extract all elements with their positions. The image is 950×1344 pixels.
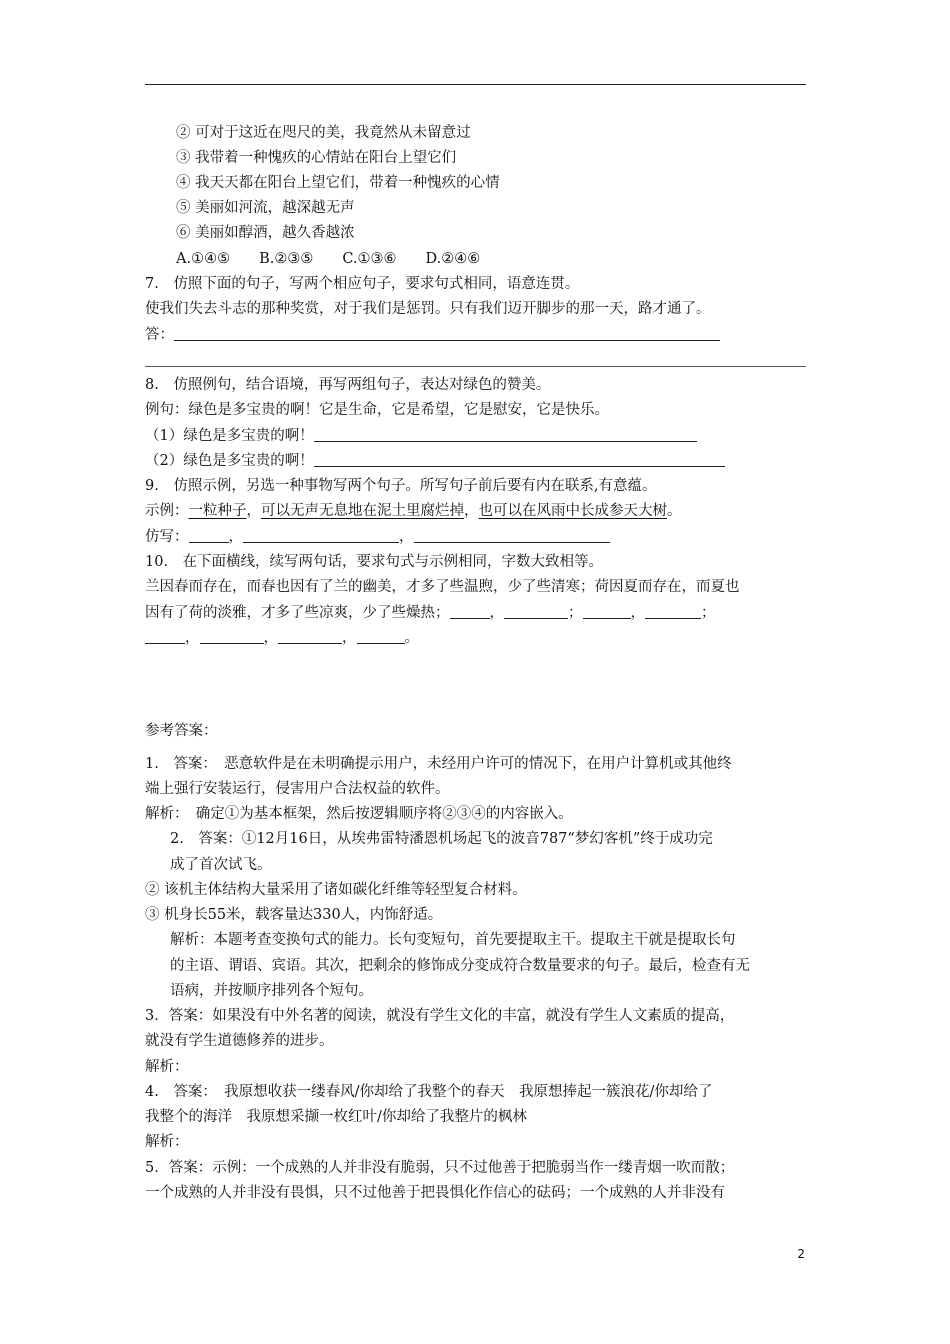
q9-blank-3[interactable] <box>414 528 610 543</box>
q10-title: 10. 在下面横线，续写两句话，要求句式与示例相同，字数大致相等。 <box>145 554 604 570</box>
q9-sep-a: ， <box>228 529 243 545</box>
a3-explanation: 解析： <box>145 1059 189 1075</box>
a4-line-2: 我整个的海洋 我原想采撷一枚红叶/你却给了我整片的枫林 <box>145 1109 527 1125</box>
q9-example-label: 示例： <box>145 503 189 519</box>
q8-item-1-blank[interactable] <box>314 427 697 442</box>
a4-explanation: 解析： <box>145 1134 189 1150</box>
q7-answer-line <box>145 325 720 345</box>
a2-explanation-1: 解析：本题考查变换句式的能力。长句变短句，首先要提取主干。提取主干就是提取长句 <box>170 932 736 948</box>
option-6: ⑥ 美丽如醇酒，越久香越浓 <box>176 225 355 241</box>
q9-blank-1[interactable] <box>189 528 229 543</box>
a4-line-1: 4. 答案： 我原想收获一缕春风/你却给了我整个的春天 我原想捧起一簇浪花/你却给了 <box>145 1084 713 1100</box>
q10-blank-7[interactable] <box>278 629 342 644</box>
q8-title: 8. 仿照例句，结合语境，再写两组句子，表达对绿色的赞美。 <box>145 377 551 393</box>
q10-c1: ， <box>489 605 504 621</box>
answer-choices: A.①④⑤ B.②③⑤ C.①③⑥ D.②④⑥ <box>176 251 481 267</box>
q10-c8: 。 <box>404 630 419 646</box>
q7-answer-blank[interactable] <box>174 326 720 341</box>
q10-blank-5[interactable] <box>145 629 185 644</box>
q9-title: 9. 仿照示例，另选一种事物写两个句子。所写句子前后要有内在联系,有意蕴。 <box>145 478 657 494</box>
q10-c2: ； <box>568 605 583 621</box>
a2-line-1: 2. 答案：①12月16日，从埃弗雷特潘恩机场起飞的波音787“梦幻客机”终于成功完 <box>170 831 713 847</box>
q9-write-label: 仿写： <box>145 529 189 545</box>
q10-c6: ， <box>263 630 278 646</box>
q7-answer-label: 答： <box>145 327 174 343</box>
q9-example-end: 。 <box>667 503 682 519</box>
q8-example: 例句：绿色是多宝贵的啊！它是生命，它是希望，它是慰安，它是快乐。 <box>145 402 609 418</box>
answers-heading: 参考答案： <box>145 723 218 739</box>
q9-example <box>145 501 682 521</box>
q9-example-part-2: 可以无声无息地在泥土里腐烂掉 <box>261 503 464 519</box>
q7-title: 7. 仿照下面的句子，写两个相应句子，要求句式相同，语意连贯。 <box>145 276 580 292</box>
q8-item-2-text: （2）绿色是多宝贵的啊！ <box>145 453 314 469</box>
q9-example-part-3: 也可以在风雨中长成参天大树 <box>478 503 667 519</box>
option-3: ③ 我带着一种愧疚的心情站在阳台上望它们 <box>176 150 457 166</box>
q9-example-sep-2: ， <box>464 503 479 519</box>
option-2: ② 可对于这近在咫尺的美，我竟然从未留意过 <box>176 125 471 141</box>
q7-answer-blank-2[interactable] <box>145 366 806 367</box>
q8-item-1 <box>145 426 697 446</box>
q10-line-3 <box>145 628 419 648</box>
a2-explanation-2: 的主语、谓语、宾语。其次，把剩余的修饰成分变成符合数量要求的句子。最后，检查有无 <box>170 958 750 974</box>
a1-explanation: 解析： 确定①为基本框架，然后按逻辑顺序将②③④的内容嵌入。 <box>145 806 573 822</box>
q9-example-sep-1: ， <box>246 503 261 519</box>
q8-item-2 <box>145 451 725 471</box>
q7-example: 使我们失去斗志的那种奖赏，对于我们是惩罚。只有我们迈开脚步的那一天，路才通了。 <box>145 301 711 317</box>
option-4: ④ 我天天都在阳台上望它们，带着一种愧疚的心情 <box>176 175 500 191</box>
q10-c7: ， <box>342 630 357 646</box>
q9-sep-b: ， <box>399 529 414 545</box>
q10-blank-6[interactable] <box>200 629 264 644</box>
a2-line-3: ② 该机主体结构大量采用了诸如碳化纤维等轻型复合材料。 <box>145 882 527 898</box>
option-5: ⑤ 美丽如河流，越深越无声 <box>176 200 355 216</box>
a3-line-1: 3．答案：如果没有中外名著的阅读，就没有学生文化的丰富，就没有学生人文素质的提高， <box>145 1008 735 1024</box>
a5-line-1: 5．答案：示例：一个成熟的人并非没有脆弱，只不过他善于把脆弱当作一缕青烟一吹而散； <box>145 1160 735 1176</box>
q8-item-1-text: （1）绿色是多宝贵的啊！ <box>145 428 314 444</box>
q9-write-line <box>145 527 610 547</box>
q10-blank-2[interactable] <box>504 604 568 619</box>
q10-blank-8[interactable] <box>357 629 405 644</box>
q10-line-1: 兰因春而存在，而春也因有了兰的幽美，才多了些温煦，少了些清寒；荷因夏而存在，而夏也 <box>145 579 740 595</box>
a2-explanation-3: 语病，并按顺序排列各个短句。 <box>170 983 373 999</box>
q10-blank-3[interactable] <box>583 604 631 619</box>
a3-line-2: 就没有学生道德修养的进步。 <box>145 1033 334 1049</box>
q10-line-2 <box>145 603 716 623</box>
q10-c3: ， <box>630 605 645 621</box>
q10-blank-1[interactable] <box>450 604 490 619</box>
q8-item-2-blank[interactable] <box>314 452 725 467</box>
a1-line-1: 1. 答案： 恶意软件是在未明确提示用户，未经用户许可的情况下，在用户计算机或其他终 <box>145 756 732 772</box>
header-rule <box>145 84 806 85</box>
a1-line-2: 端上强行安装运行，侵害用户合法权益的软件。 <box>145 781 450 797</box>
q10-line-2-text: 因有了荷的淡雅，才多了些凉爽，少了些燥热； <box>145 605 450 621</box>
a2-line-4: ③ 机身长55米，载客量达330人，内饰舒适。 <box>145 907 443 923</box>
page-number: 2 <box>797 1247 805 1261</box>
q10-c5: ， <box>185 630 200 646</box>
q10-c4: ； <box>701 605 716 621</box>
q9-example-part-1: 一粒种子 <box>188 503 247 519</box>
q9-blank-2[interactable] <box>243 528 399 543</box>
a5-line-2: 一个成熟的人并非没有畏惧，只不过他善于把畏惧化作信心的砝码；一个成熟的人并非没有 <box>145 1185 725 1201</box>
a2-line-2: 成了首次试飞。 <box>170 857 272 873</box>
q10-blank-4[interactable] <box>645 604 701 619</box>
